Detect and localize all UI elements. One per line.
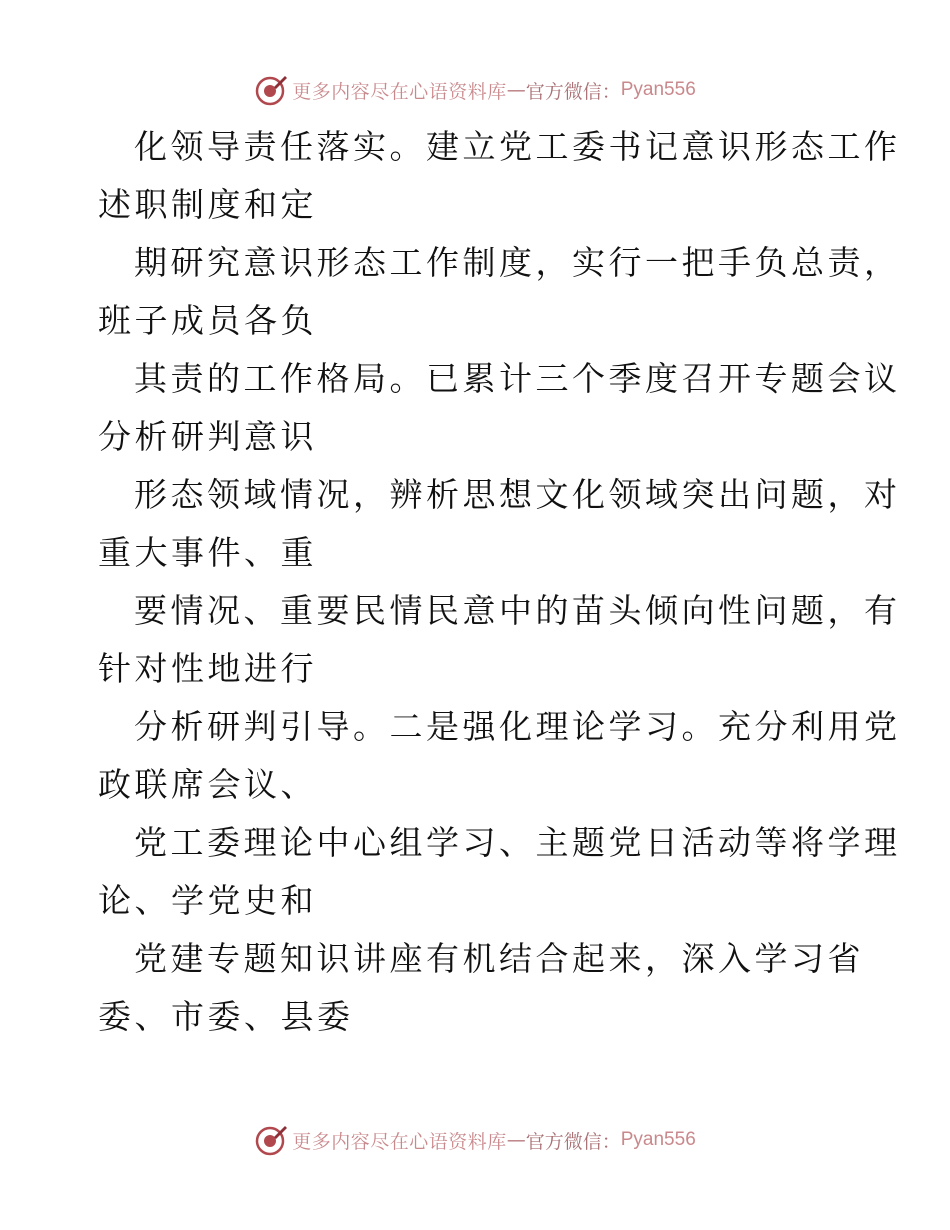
watermark-separator: — <box>506 1129 526 1151</box>
paragraph-line: 期研究意识形态工作制度，实行一把手负总责， <box>134 243 901 282</box>
paragraph-line: 政联席会议、 <box>98 765 317 804</box>
paragraph-line: 针对性地进行 <box>98 649 317 688</box>
paragraph-line: 党工委理论中心组学习、主题党日活动等将学理 <box>134 823 901 862</box>
pen-logo-icon <box>254 1123 288 1157</box>
paragraph-line: 论、学党史和 <box>98 881 317 920</box>
paragraph <box>98 814 901 930</box>
paragraph-line: 述职制度和定 <box>98 185 317 224</box>
footer-watermark <box>0 1120 950 1160</box>
paragraph <box>98 118 901 234</box>
paragraph <box>98 466 901 582</box>
paragraph-line: 形态领域情况，辨析思想文化领域突出问题，对 <box>134 475 901 514</box>
watermark-id: Pyan556 <box>620 79 696 100</box>
paragraph <box>98 698 901 814</box>
paragraph <box>98 930 864 1046</box>
paragraph-line: 分析研判意识 <box>98 417 317 456</box>
document-body <box>98 118 901 1046</box>
paragraph-line: 其责的工作格局。已累计三个季度召开专题会议 <box>134 359 901 398</box>
paragraph <box>98 350 901 466</box>
paragraph-line: 重大事件、重 <box>98 533 317 572</box>
watermark-brand: 更多内容尽在心语资料库 <box>292 1130 507 1153</box>
paragraph-line: 委、市委、县委 <box>98 997 354 1036</box>
paragraph-line: 要情况、重要民情民意中的苗头倾向性问题，有 <box>134 591 901 630</box>
pen-logo-icon <box>254 73 288 107</box>
header-watermark <box>0 70 950 110</box>
paragraph-line: 分析研判引导。二是强化理论学习。充分利用党 <box>134 707 901 746</box>
watermark-brand: 更多内容尽在心语资料库 <box>292 80 507 103</box>
watermark-id: Pyan556 <box>620 1129 696 1150</box>
watermark-separator: — <box>506 79 526 101</box>
watermark-label: 官方微信： <box>525 1130 621 1153</box>
paragraph-line: 化领导责任落实。建立党工委书记意识形态工作 <box>134 127 901 166</box>
paragraph <box>98 582 901 698</box>
paragraph-line: 班子成员各负 <box>98 301 317 340</box>
watermark-label: 官方微信： <box>525 80 621 103</box>
paragraph-line: 党建专题知识讲座有机结合起来，深入学习省 <box>134 939 864 978</box>
paragraph <box>98 234 901 350</box>
